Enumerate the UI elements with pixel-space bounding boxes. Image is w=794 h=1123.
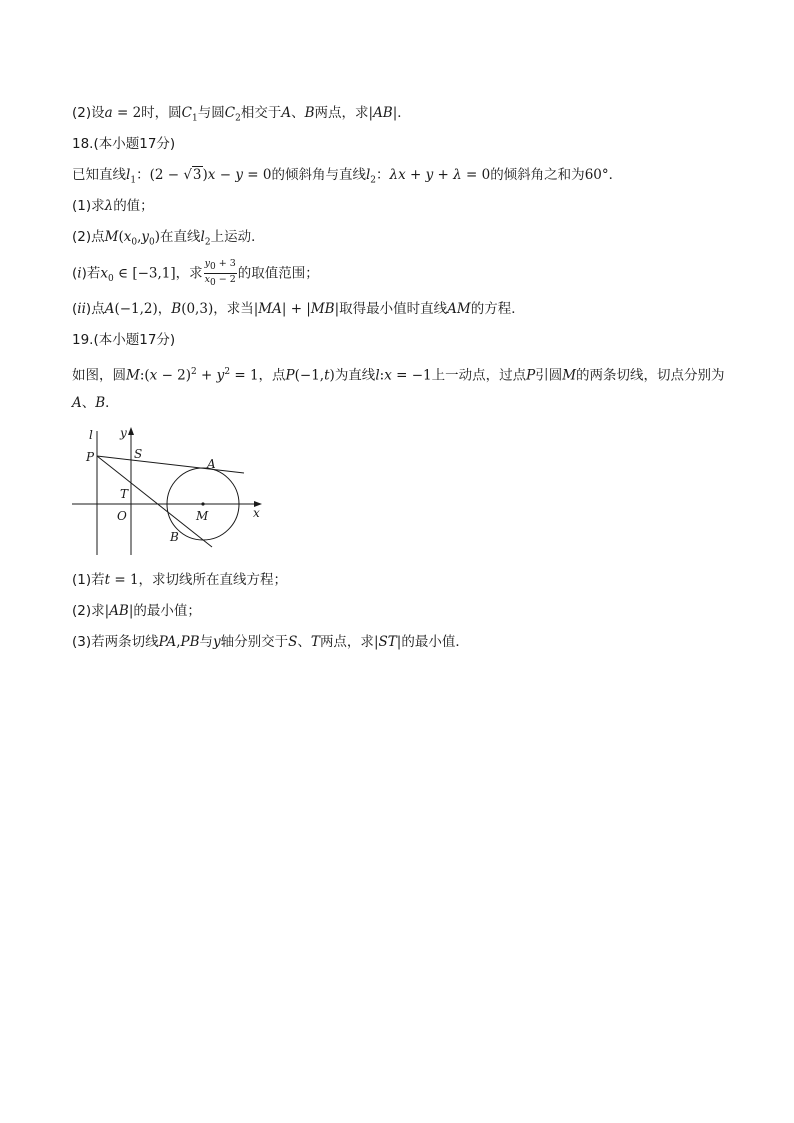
y-axis-arrow <box>128 427 134 435</box>
q18-heading: 18.(本小题17分) <box>72 136 176 152</box>
label-o: O <box>117 509 127 523</box>
q18-part2: (2)点$M(x_0,y_0)$在直线$l_2$上运动． <box>72 229 265 248</box>
q17-part2: (2)设a = 2时，圆$C_1$与圆$C_2$相交于A、B两点，求|AB|． <box>72 105 411 124</box>
tangent-pb <box>97 456 212 547</box>
q19-stem: 如图，圆M:(x − $2)^2 + y^2 = 1$，点P(−1,t)为直线l:x = −1上一动点，过点P引圆M的两条切线，切点分别为 <box>72 367 725 384</box>
q19-heading: 19.(本小题17分) <box>72 332 176 348</box>
label-l: l <box>89 428 93 442</box>
geometry-figure <box>70 423 280 563</box>
fraction: $\frac{y_0 + 3}{x_0 - 2}$ <box>204 258 236 288</box>
label-a: A <box>207 457 216 471</box>
q19-part3: (3)若两条切线PA,PB与y轴分别交于S、T两点，求|ST|的最小值． <box>72 634 469 650</box>
label-t: T <box>120 487 129 501</box>
label-m: M <box>196 509 209 523</box>
q19-stem-cont: A、B． <box>72 395 119 411</box>
label-s: S <box>134 447 143 461</box>
label-y: y <box>120 426 127 440</box>
center-m-dot <box>201 502 204 505</box>
q18-stem: 已知直线$l_1$：(2 − √3)x − y = 0的倾斜角与直线$l_2$：λx + y + λ = 0的倾斜角之和为60°． <box>72 167 623 186</box>
label-x: x <box>253 506 260 520</box>
label-p: P <box>86 450 95 464</box>
tangent-pa <box>97 456 244 473</box>
q19-part2: (2)求|AB|的最小值； <box>72 603 201 619</box>
label-b: B <box>170 530 179 544</box>
q18-part1: (1)求λ的值； <box>72 198 154 214</box>
q19-part1: (1)若t = 1，求切线所在直线方程； <box>72 572 288 588</box>
q18-part2-ii: (ii)点A(−1,2)，B(0,3)，求当|MA| + |MB|取得最小值时直线AM的方程． <box>72 301 525 317</box>
q18-part2-i: (i)若$x_0$ ∈ [−3,1]，求 $\frac{y_0 + 3}{x_0 - 2}$ 的取值范围； <box>72 258 319 288</box>
